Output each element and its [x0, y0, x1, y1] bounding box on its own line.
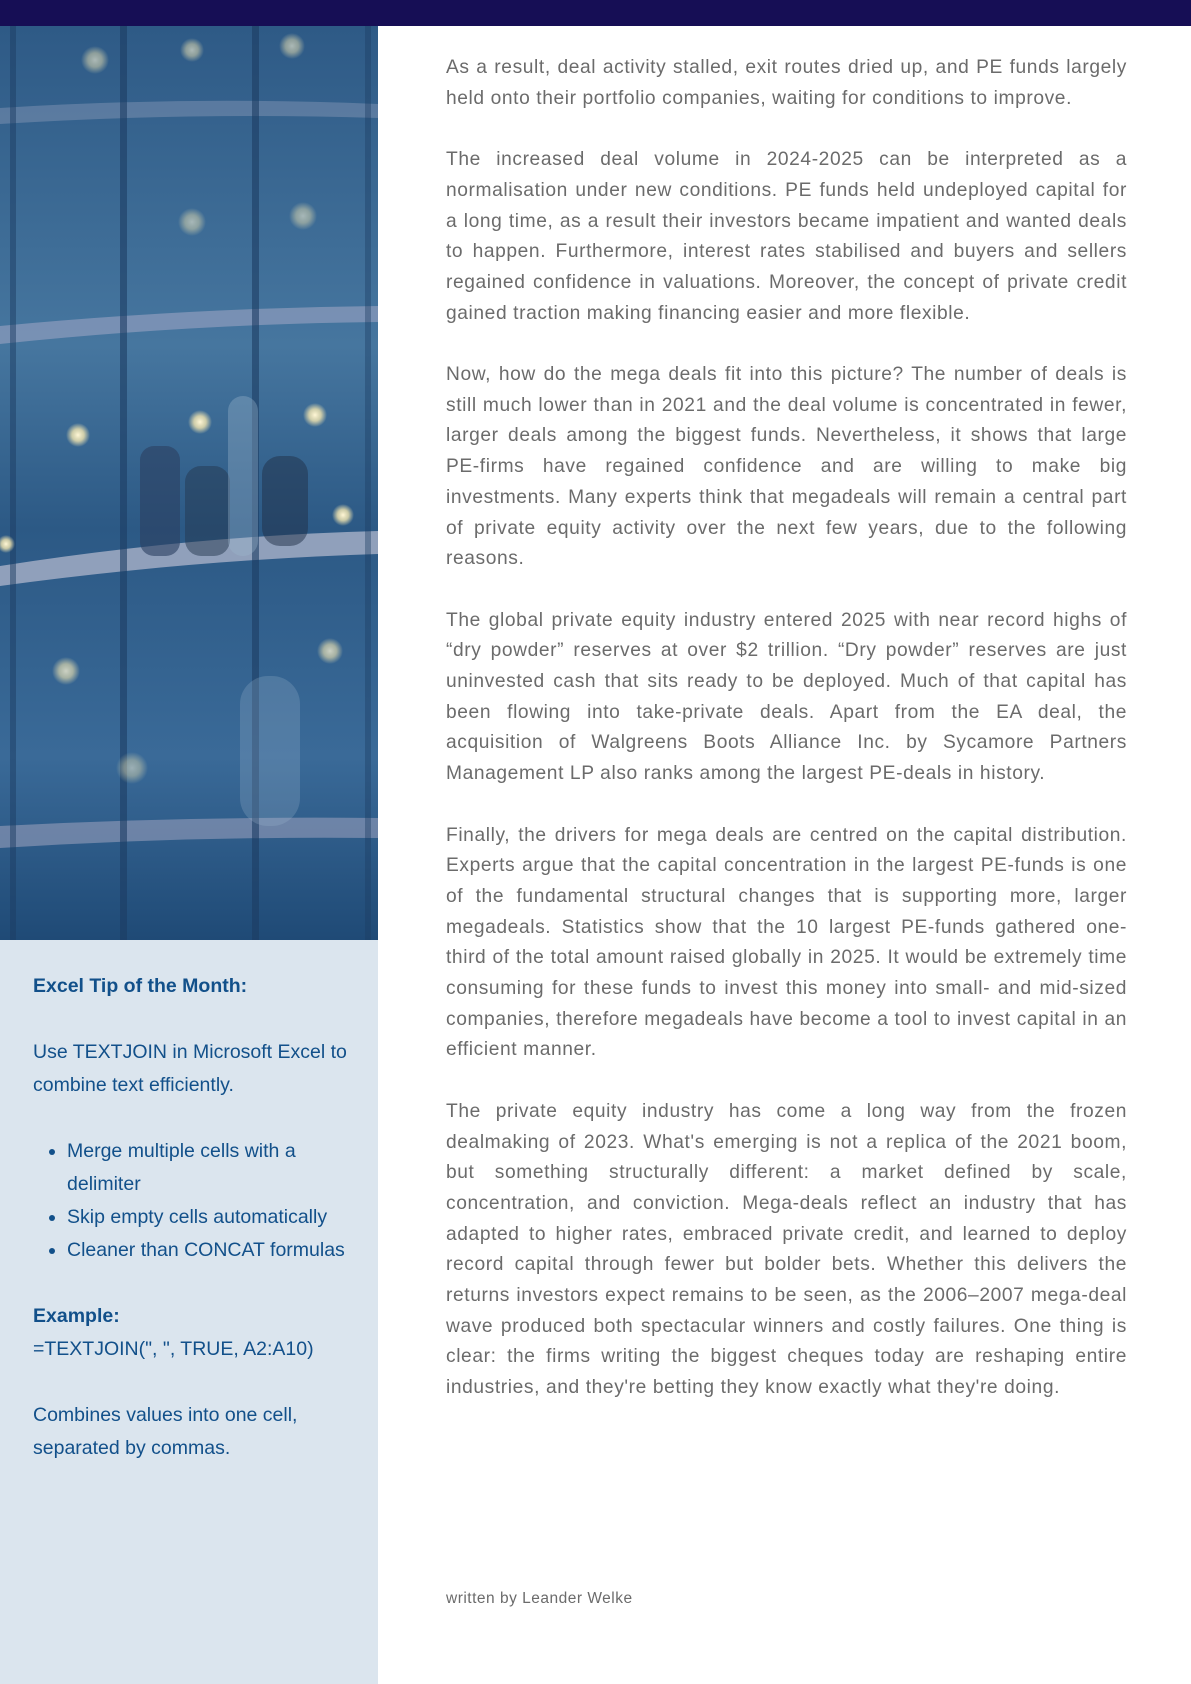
tip-heading: Excel Tip of the Month: [33, 975, 248, 997]
excel-tip-sidebar [0, 940, 378, 1684]
article-body [446, 53, 1127, 1435]
article-paragraph: The global private equity industry entered 2025 with near record highs of “dry powder” reserves at over $2 trillion. “Dry powder” reserves are just uninvested cash that sits ready to be deployed. Much of that capital has been flowing into take-private deals. Apart from the EA deal, the acquisition of Walgreens Boots Alliance Inc. by Sycamore Partners Management LP also ranks among the largest PE-deals in history. [446, 609, 1127, 785]
list-item: • Cleaner than CONCAT formulas [67, 1234, 348, 1267]
example-formula: =TEXTJOIN(", ", TRUE, A2:A10) [33, 1338, 314, 1360]
list-item: • Skip empty cells automatically [67, 1201, 348, 1234]
article-paragraph: Now, how do the mega deals fit into this picture? The number of deals is still much lower than in 2021 and the deal volume is concentrated in fewer, larger deals among the biggest funds. Nevertheless, it shows that large PE-firms have regained confidence and are willing to make big investments. Many experts think that megadeals will remain a central part of private equity activity over the next few years, due to the following reasons. [446, 364, 1127, 570]
article-paragraph: As a result, deal activity stalled, exit routes dried up, and PE funds largely held onto their portfolio companies, waiting for conditions to improve. [446, 57, 1127, 109]
article-paragraph: The private equity industry has come a long way from the frozen dealmaking of 2023. What's emerging is not a replica of the 2021 boom, but something structurally different: a market defined by scale, concentration, and conviction. Mega-deals reflect an industry that has adapted to higher rates, embraced private credit, and learned to deploy record capital through fewer but bolder bets. Whether this delivers the returns investors expect remains to be seen, as the 2006–2007 mega-deal wave produced both spectacular winners and costly failures. One thing is clear: the firms writing the biggest cheques today are reshaping entire industries, and they're betting they know exactly what they're doing. [446, 1100, 1127, 1399]
tip-bullet-list [33, 1135, 348, 1267]
tip-closing: Combines values into one cell, separated by commas. [33, 1404, 298, 1459]
tip-intro: Use TEXTJOIN in Microsoft Excel to combine text efficiently. [33, 1041, 347, 1096]
office-building-photo [0, 26, 378, 940]
author-byline: written by Leander Welke [446, 1590, 633, 1607]
article-paragraph: The increased deal volume in 2024-2025 can be interpreted as a normalisation under new conditions. PE funds held undeployed capital for a long time, as a result their investors became impatient and wanted deals to happen. Furthermore, interest rates stabilised and buyers and sellers regained confidence in valuations. Moreover, the concept of private credit gained traction making financing easier and more flexible. [446, 149, 1127, 324]
list-item: • Merge multiple cells with a delimiter [67, 1135, 348, 1201]
article-paragraph: Finally, the drivers for mega deals are centred on the capital distribution. Experts argue that the capital concentration in the largest PE-funds is one of the fundamental structural changes that is supporting more, larger megadeals. Statistics show that the 10 largest PE-funds gathered one-third of the total amount raised globally in 2025. It would be extremely time consuming for these funds to invest this money into small- and mid-sized companies, therefore megadeals have become a tool to invest capital in an efficient manner. [446, 824, 1127, 1061]
example-heading: Example: [33, 1305, 120, 1327]
top-bar [0, 0, 1191, 26]
